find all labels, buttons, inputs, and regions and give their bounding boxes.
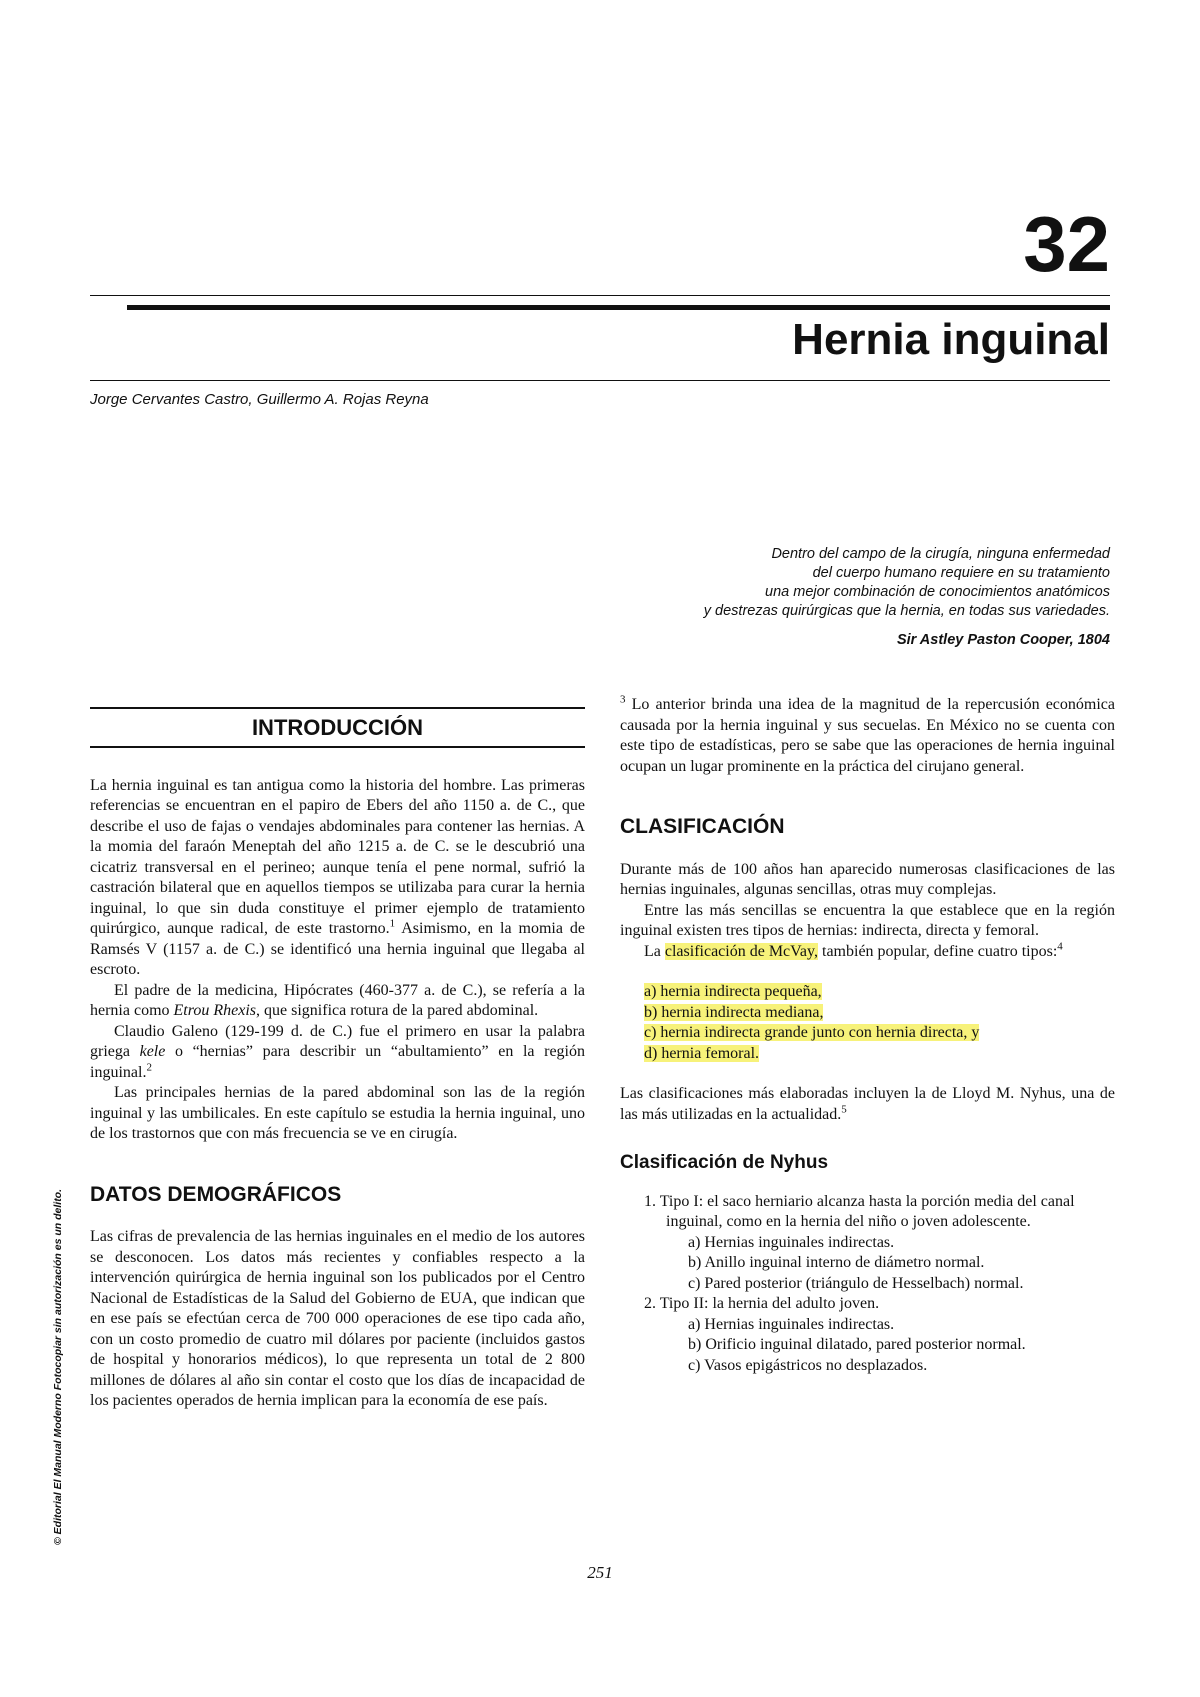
page-number: 251 — [587, 1563, 613, 1582]
reference-mark: 5 — [841, 1103, 847, 1116]
reference-mark: 3 — [620, 693, 626, 706]
section-heading-clasificacion: CLASIFICACIÓN — [620, 815, 785, 838]
sub-list — [666, 1233, 1115, 1295]
paragraph — [90, 776, 585, 981]
right-column — [620, 695, 1115, 1376]
text: , que significa rotura de la pared abdominal. — [256, 1002, 539, 1019]
highlighted-text: c) hernia indirecta grande junto con hernia directa, y — [644, 1024, 980, 1041]
text: Asimismo, en la momia de Ramsés V (1157 a. de C.) se identificó una hernia inguinal que llegaba al escroto. — [90, 920, 586, 978]
mcvay-list — [620, 982, 1115, 1064]
epigraph-line: una mejor combinación de conocimientos anatómicos — [765, 584, 1110, 600]
paragraph: Durante más de 100 años han aparecido numerosas clasificaciones de las hernias inguinales, algunas sencillas, otras muy complejas. — [620, 860, 1115, 898]
rule-divider — [90, 380, 1110, 381]
text: 1. Tipo I: el saco herniario alcanza hasta la porción media del canal inguinal, como en la hernia del niño o joven adolescente. — [644, 1192, 1075, 1230]
epigraph-line: y destrezas quirúrgicas que la hernia, en todas sus variedades. — [703, 603, 1110, 619]
reference-mark: 2 — [146, 1061, 152, 1074]
paragraph — [620, 942, 1115, 963]
paragraph: Entre las más sencillas se encuentra la que establece que en la región inguinal existen tres tipos de hernias: indirecta, directa y femoral. — [620, 901, 1115, 939]
list-item: c) Vasos epigástricos no desplazados. — [688, 1356, 928, 1374]
paragraph — [90, 1022, 585, 1084]
highlighted-text: a) hernia indirecta pequeña, — [644, 983, 822, 1000]
text: Claudio Galeno (129-199 d. de C.) fue el primero en usar la palabra griega — [90, 1022, 585, 1060]
text: 2. Tipo II: la hernia del adulto joven. — [644, 1295, 880, 1312]
section-heading-introduccion: INTRODUCCIÓN — [90, 707, 585, 748]
highlighted-text: d) hernia femoral. — [644, 1044, 760, 1062]
list-item: a) Hernias inguinales indirectas. — [688, 1233, 895, 1251]
paragraph: Las cifras de prevalencia de las hernias inguinales en el medio de los autores se desconocen. Los datos más recientes y confiables respecto a la intervención quirúrgica de hernia inguinal son los publicados por el Centro Nacional de Estadísticas de la Salud del Gobierno de EUA, que indican que en ese país se efectúan cerca de 700 000 operaciones de ese tipo cada año, con un costo promedio de cuatro mil dólares por paciente (incluidos gastos de hospital y honorarios médicos), lo que representa un total de 2 800 millones de dólares al año sin contar el costo que los días de incapacidad de los pacientes operados de hernia implican para la economía de ese país. — [90, 1228, 585, 1409]
list-item — [644, 1023, 1115, 1044]
list-item — [644, 1294, 1115, 1376]
list-item: b) Anillo inguinal interno de diámetro normal. — [688, 1254, 985, 1271]
section-heading-nyhus: Clasificación de Nyhus — [620, 1152, 829, 1173]
text: La hernia inguinal es tan antigua como la historia del hombre. Las primeras referencias se encuentran en el papiro de Ebers del año 1150 a. de C., que describe el uso de fajas o vendajes abdominales para contener las hernias. A la momia del faraón Meneptah del año 1215 a. de C. se le descubrió una cicatriz transversal en el perineo; aunque tenía el pene normal, sufrió la castración bilateral que en aquellos tiempos se utilizaba para curar la hernia inguinal, lo que sin duda constituye el primer ejemplo de tratamiento quirúrgico, aunque radical, de este trastorno. — [90, 776, 585, 937]
list-item: a) Hernias inguinales indirectas. — [688, 1315, 895, 1333]
left-column — [90, 695, 585, 1412]
text: o “hernias” para describir un “abultamiento” en la región inguinal. — [90, 1043, 585, 1081]
text: también popular, define cuatro tipos: — [818, 942, 1058, 960]
text: La — [644, 942, 665, 960]
reference-mark: 1 — [389, 917, 396, 930]
text: Las clasificaciones más elaboradas incluyen la de Lloyd M. Nyhus, una de las más utilizadas en la actualidad. — [620, 1085, 1115, 1123]
rule-divider-thick — [127, 305, 1110, 310]
chapter-title: Hernia inguinal — [792, 315, 1110, 364]
epigraph-line: del cuerpo humano requiere en su tratamiento — [812, 565, 1110, 581]
rule-divider — [90, 295, 1110, 296]
list-item — [644, 1044, 1115, 1065]
list-item — [644, 982, 1115, 1003]
chapter-number: 32 — [1023, 200, 1110, 288]
epigraph — [550, 545, 1110, 650]
list-item: c) Pared posterior (triángulo de Hesselbach) normal. — [688, 1274, 1024, 1292]
paragraph — [620, 1084, 1115, 1125]
list-item — [644, 1003, 1115, 1024]
highlighted-text: clasificación de McVay, — [664, 942, 818, 960]
term: Etrou Rhexis — [173, 1002, 257, 1019]
section-heading-datos-demograficos: DATOS DEMOGRÁFICOS — [90, 1182, 342, 1206]
term: kele — [139, 1043, 166, 1060]
list-item: b) Orificio inguinal dilatado, pared posterior normal. — [688, 1336, 1026, 1353]
paragraph — [90, 981, 585, 1022]
nyhus-list — [620, 1192, 1115, 1377]
epigraph-line: Dentro del campo de la cirugía, ninguna enfermedad — [771, 546, 1110, 562]
highlighted-text: b) hernia indirecta mediana, — [644, 1003, 824, 1021]
paragraph — [620, 695, 1115, 777]
epigraph-author: Sir Astley Paston Cooper, 1804 — [896, 632, 1110, 648]
paragraph: Las principales hernias de la pared abdominal son las de la región inguinal y las umbilicales. En este capítulo se estudia la hernia inguinal, uno de los trastornos que con más frecuencia se ve en cirugía. — [90, 1084, 585, 1142]
copyright-notice: © Editorial El Manual Moderno Fotocopiar sin autorización es un delito. — [52, 1188, 64, 1545]
authors: Jorge Cervantes Castro, Guillermo A. Rojas Reyna — [90, 391, 429, 408]
sub-list — [666, 1315, 1115, 1377]
reference-mark: 4 — [1057, 940, 1063, 953]
list-item — [644, 1192, 1115, 1295]
text: Lo anterior brinda una idea de la magnitud de la repercusión económica causada por la hernia inguinal y sus secuelas. En México no se cuenta con este tipo de estadísticas, pero se sabe que las operaciones de hernia inguinal ocupan un lugar prominente en la práctica del cirujano general. — [620, 696, 1115, 775]
text: El padre de la medicina, Hipócrates (460-377 a. de C.), se refería a la hernia como — [90, 981, 585, 1019]
